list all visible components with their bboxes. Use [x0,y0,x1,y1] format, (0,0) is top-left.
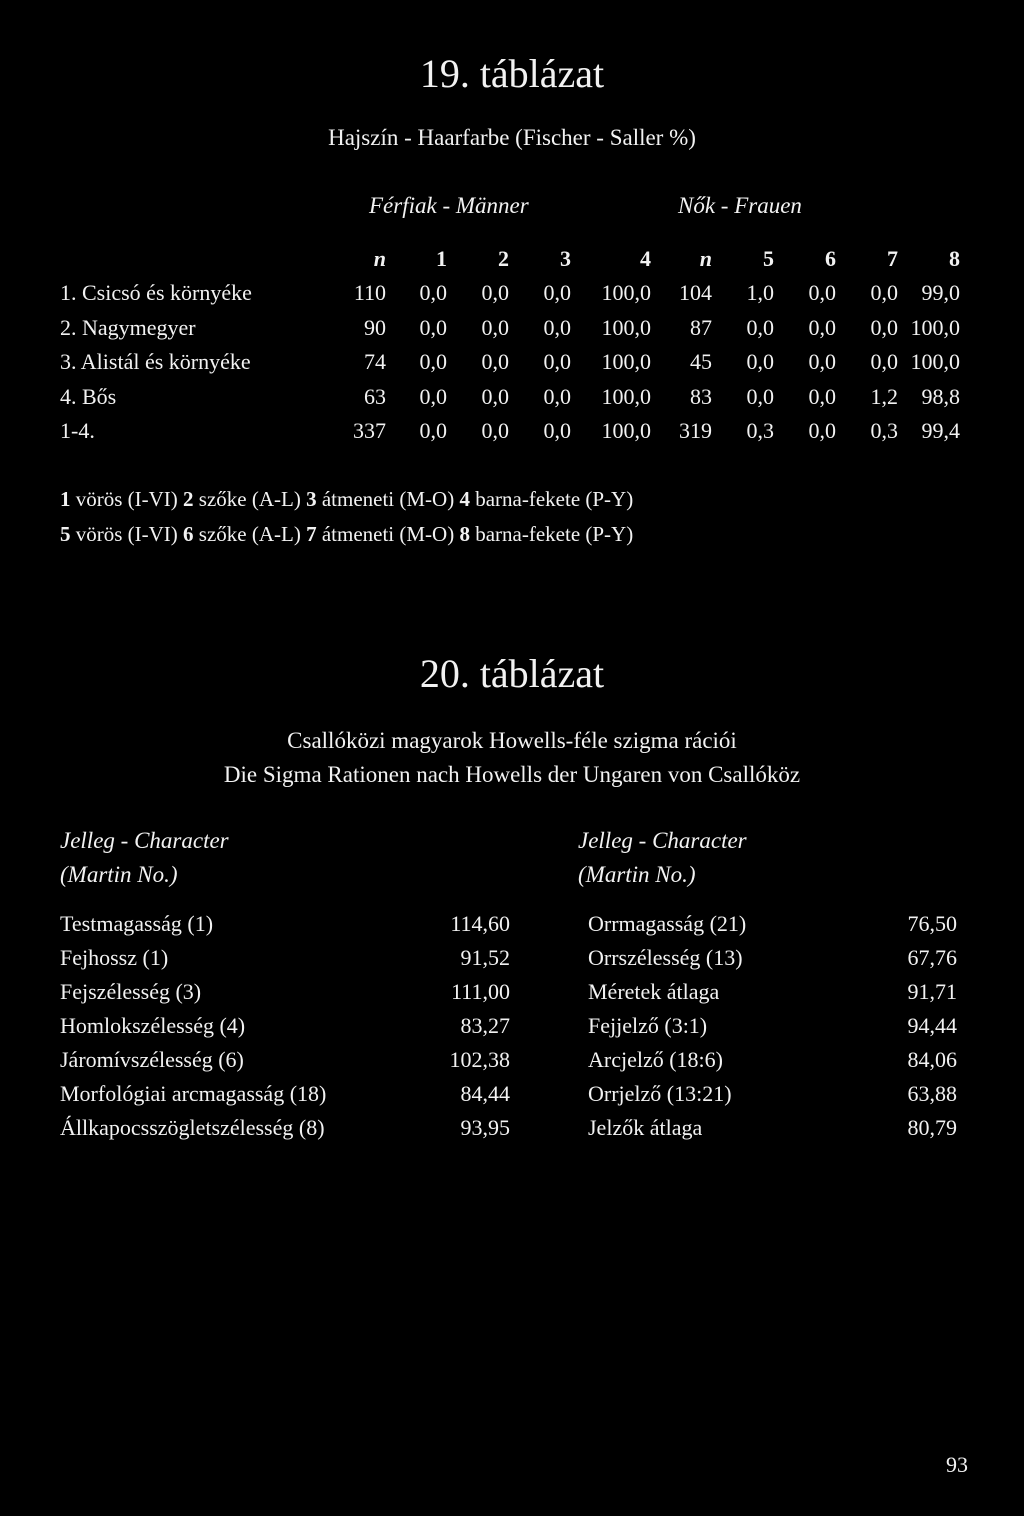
table-cell: 100,0 [601,314,651,340]
left-character-label: Testmagasság (1) [60,911,214,936]
right-character-value: 94,44 [907,1013,957,1038]
right-character-value: 67,76 [907,945,957,970]
table19-subtitle: Hajszín - Haarfarbe (Fischer - Saller %) [328,125,696,150]
table-cell: 0,0 [808,349,836,374]
left-character-label: Fejszélesség (3) [60,979,202,1004]
column-header: 8 [949,246,960,271]
table-cell: 0,0 [419,280,447,305]
left-character-label: Morfológiai arcmagasság (18) [60,1081,327,1106]
table-cell: 1,0 [746,280,774,305]
table-cell: 110 [353,280,386,305]
left-character-value: 111,00 [451,979,510,1004]
table-cell: 99,4 [921,418,960,443]
column-header: 4 [640,246,651,271]
table-cell: 0,0 [419,349,447,374]
table-cell: 99,0 [921,280,960,305]
legend-num: 2 [183,487,194,511]
table-cell: 0,0 [481,314,509,340]
legend-num: 1 [60,487,71,511]
left-character-value: 84,44 [460,1081,510,1106]
table-cell: 0,0 [543,383,571,409]
table-cell: 0,0 [746,349,774,374]
legend-text: átmeneti (M-O) [321,522,455,546]
table-cell: 1,2 [870,383,898,409]
row-label: 1-4. [60,418,95,443]
table-cell: 100,0 [601,418,651,443]
legend-text: szőke (A-L) [198,522,301,546]
table-cell: 100,0 [601,383,651,409]
legend-text: barna-fekete (P-Y) [475,487,634,511]
table-cell: 319 [679,418,712,443]
column-header: 5 [763,246,774,271]
table-cell: 74 [364,349,386,374]
table-cell: 0,0 [870,349,898,374]
table-cell: 0,0 [746,314,774,340]
legend-num: 4 [459,487,470,511]
left-character-label: Állkapocsszögletszélesség (8) [60,1115,325,1140]
column-header: 3 [560,246,571,271]
left-character-value: 102,38 [449,1047,510,1072]
right-character-label: Fejjelző (3:1) [588,1013,708,1038]
right-character-value: 63,88 [907,1081,957,1106]
table-cell: 0,0 [808,418,836,443]
table-cell: 83 [690,383,712,409]
table-cell: 100,0 [910,314,960,340]
legend-line-1 [60,487,633,512]
table-cell: 0,0 [543,418,571,443]
table-cell: 0,0 [746,383,774,409]
row-label: 4. Bős [60,383,117,409]
right-character-label: Orrjelző (13:21) [588,1081,732,1106]
table-cell: 0,0 [481,383,509,409]
column-header: n [373,246,386,271]
table20-subtitle-hu: Csallóközi magyarok Howells-féle szigma rációi [287,728,737,753]
table-cell: 0,0 [543,314,571,340]
table-cell: 0,0 [808,314,836,340]
group-header-women: Nők - Frauen [678,193,802,218]
table-cell: 100,0 [601,349,651,374]
right-column-header: Jelleg - Character [578,828,747,853]
table-cell: 87 [690,314,712,340]
column-header: 2 [498,246,509,271]
right-character-value: 91,71 [907,979,957,1004]
column-header: 7 [887,246,898,271]
group-header-men: Férfiak - Männer [369,193,529,218]
legend-text: vörös (I-VI) [75,522,178,546]
row-label: 1. Csicsó és környéke [60,280,252,305]
legend-line-2 [60,522,633,547]
table-cell: 98,8 [921,383,960,409]
left-character-label: Fejhossz (1) [60,945,169,970]
legend-text: szőke (A-L) [198,487,301,511]
table-cell: 0,0 [808,383,836,409]
table-cell: 0,0 [808,280,836,305]
table-cell: 0,0 [481,349,509,374]
table-cell: 100,0 [910,349,960,374]
legend-text: vörös (I-VI) [75,487,178,511]
left-character-label: Homlokszélesség (4) [60,1013,246,1038]
table20-title: 20. táblázat [419,651,605,696]
table-cell: 0,0 [870,314,898,340]
left-character-value: 91,52 [460,945,510,970]
page-number: 93 [946,1452,968,1477]
right-character-value: 76,50 [907,911,957,936]
table19-title: 19. táblázat [419,51,605,96]
column-header: 1 [436,246,447,271]
table-cell: 0,0 [481,280,509,305]
column-header: 6 [825,246,836,271]
right-character-value: 80,79 [907,1115,957,1140]
right-character-label: Jelzők átlaga [588,1115,703,1140]
column-header: n [699,246,712,271]
left-character-value: 93,95 [460,1115,510,1140]
row-label: 3. Alistál és környéke [60,349,251,374]
table-cell: 0,3 [746,418,774,443]
table-cell: 90 [364,314,386,340]
right-character-label: Orrmagasság (21) [588,911,747,936]
table-cell: 45 [690,349,712,374]
legend-text: átmeneti (M-O) [321,487,455,511]
table-cell: 337 [353,418,386,443]
table-cell: 0,0 [543,349,571,374]
left-character-label: Járomívszélesség (6) [60,1047,244,1072]
legend-num: 6 [183,522,194,546]
left-column-subheader: (Martin No.) [60,862,178,887]
table-cell: 104 [679,280,712,305]
table-cell: 0,3 [870,418,898,443]
left-column-header: Jelleg - Character [60,828,229,853]
table-cell: 0,0 [419,383,447,409]
table-cell: 63 [364,383,386,409]
legend-num: 5 [60,522,71,546]
table-cell: 0,0 [419,418,447,443]
legend-num: 8 [459,522,470,546]
table-cell: 100,0 [601,280,651,305]
table-cell: 0,0 [419,314,447,340]
table-cell: 0,0 [543,280,571,305]
right-column-subheader: (Martin No.) [578,862,696,887]
right-character-label: Arcjelző (18:6) [588,1047,723,1072]
right-character-label: Méretek átlaga [588,979,720,1004]
left-character-value: 114,60 [450,911,510,936]
table-cell: 0,0 [870,280,898,305]
right-character-label: Orrszélesség (13) [588,945,743,970]
right-character-value: 84,06 [907,1047,957,1072]
legend-num: 7 [306,522,317,546]
left-character-value: 83,27 [460,1013,510,1038]
row-label: 2. Nagymegyer [60,314,196,340]
legend-num: 3 [306,487,317,511]
legend-text: barna-fekete (P-Y) [475,522,634,546]
table-cell: 0,0 [481,418,509,443]
table20-subtitle-de: Die Sigma Rationen nach Howells der Ungaren von Csallóköz [223,762,801,787]
